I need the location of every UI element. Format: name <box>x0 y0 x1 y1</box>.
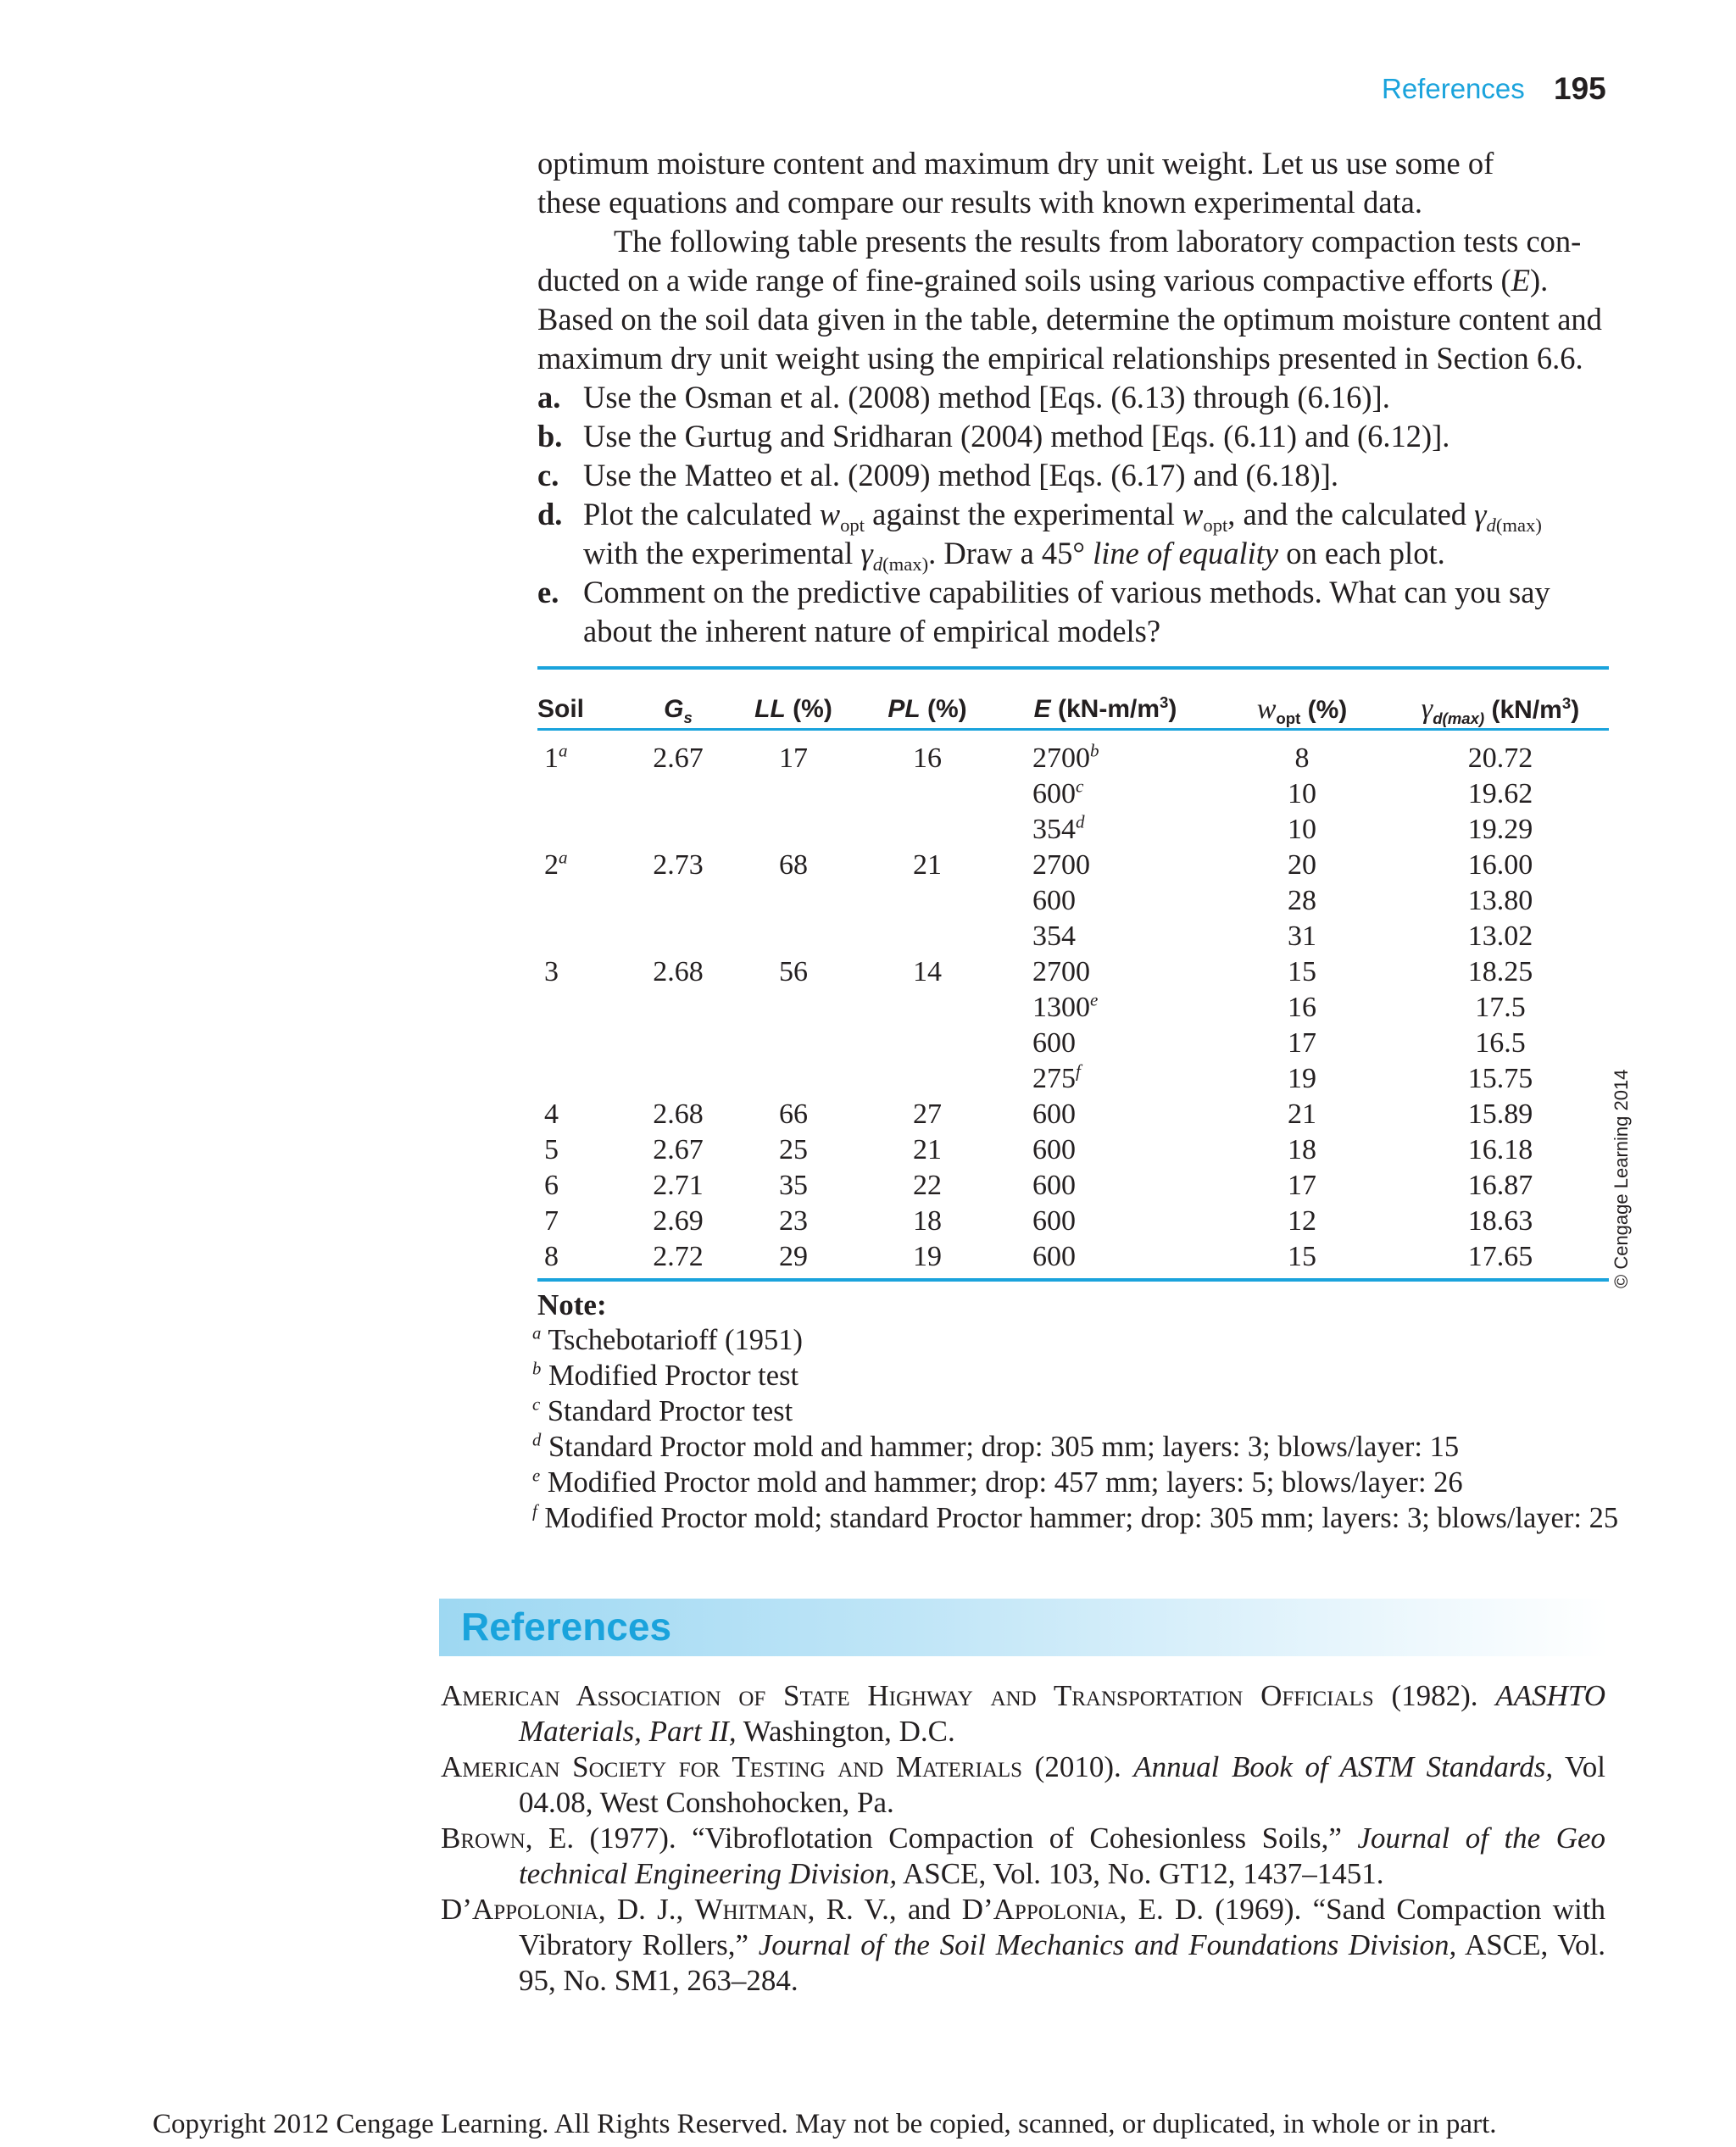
cell-e: 600 <box>1032 1205 1076 1237</box>
cell-wopt: 17 <box>1288 1027 1316 1059</box>
cell-pl: 27 <box>913 1099 942 1130</box>
cell-gs: 2.71 <box>653 1170 704 1201</box>
cell-gs <box>626 812 731 848</box>
table-row <box>537 883 1609 919</box>
cell-wopt: 31 <box>1288 921 1316 952</box>
col-header-soil: Soil <box>537 695 585 723</box>
problem-item-b <box>537 417 1605 456</box>
cell-gamma-dmax: 13.80 <box>1467 885 1533 916</box>
text-span: ). <box>1530 263 1549 298</box>
cell-soil: 1$^a$ <box>544 740 568 774</box>
cell-ll <box>731 1061 856 1097</box>
cell-gs: 2.67 <box>653 1134 704 1165</box>
soil-data-table <box>537 685 1609 1275</box>
cell-wopt: 17 <box>1288 1170 1316 1201</box>
image-credit: © Cengage Learning 2014 <box>1611 1069 1632 1288</box>
cell-gs <box>626 776 731 812</box>
cell-soil: 8 <box>544 1241 559 1272</box>
table-row <box>537 954 1609 990</box>
cell-soil: 6 <box>544 1170 559 1201</box>
cell-soil <box>537 776 626 812</box>
cell-e: 600 <box>1032 1134 1076 1165</box>
cell-wopt: 15 <box>1288 956 1316 987</box>
cell-pl <box>856 990 999 1026</box>
cell-soil <box>537 883 626 919</box>
cell-ll <box>731 883 856 919</box>
text-span: ducted on a wide range of fine-grained soils using various compactive efforts ( <box>537 263 1511 298</box>
cell-soil <box>537 919 626 954</box>
table-bottom-rule <box>537 1278 1609 1282</box>
cell-gamma-dmax: 16.87 <box>1467 1170 1533 1201</box>
table-body <box>537 734 1609 1275</box>
references-list <box>441 1678 1605 1999</box>
problem-item-c <box>537 456 1605 495</box>
col-header-gamma: $\gamma_{d(max)}$ $(kN/m^3)$ <box>1421 693 1580 727</box>
cell-soil: 5 <box>544 1134 559 1165</box>
cell-pl: 22 <box>913 1170 942 1201</box>
cell-wopt: 28 <box>1288 885 1316 916</box>
table-row <box>537 1026 1609 1061</box>
cell-pl: 19 <box>913 1241 942 1272</box>
cell-gs <box>626 1026 731 1061</box>
subscript-d: d <box>1486 514 1496 536</box>
cell-wopt: 19 <box>1288 1063 1316 1094</box>
cell-ll <box>731 990 856 1026</box>
cell-gs <box>626 883 731 919</box>
cell-e: 600 <box>1032 885 1076 916</box>
col-header-ll: LL (%) <box>754 695 832 723</box>
cell-wopt: 16 <box>1288 992 1316 1023</box>
cell-gs: 2.68 <box>653 956 704 987</box>
table-row <box>537 919 1609 954</box>
cell-ll <box>731 1026 856 1061</box>
cell-gamma-dmax: 13.02 <box>1467 921 1533 952</box>
item-text: Use the Matteo et al. (2009) method [Eqs. (6.17) and (6.18)]. <box>583 458 1338 492</box>
problem-item-d <box>537 495 1605 534</box>
cell-gamma-dmax: 18.63 <box>1467 1205 1533 1237</box>
col-header-gs: $G_s$ <box>664 695 693 726</box>
cell-pl <box>856 776 999 812</box>
cell-gamma-dmax: 15.89 <box>1467 1099 1533 1130</box>
table-header-row <box>537 685 1609 734</box>
cell-e: 1300e <box>1032 989 1099 1023</box>
cell-gs: 2.72 <box>653 1241 704 1272</box>
cell-soil: 7 <box>544 1205 559 1237</box>
cell-soil: 3 <box>544 956 559 987</box>
cell-gamma-dmax: 19.29 <box>1467 814 1533 845</box>
item-text: Use the Osman et al. (2008) method [Eqs. (6.13) through (6.16)]. <box>583 380 1390 414</box>
note-heading: Note: <box>537 1288 607 1321</box>
subscript-opt: opt <box>1203 514 1228 536</box>
table-row <box>537 812 1609 848</box>
cell-pl <box>856 883 999 919</box>
cell-pl: 18 <box>913 1205 942 1237</box>
subscript-dmax: d(max) <box>1486 514 1542 536</box>
reference-entry: American Association of State Highway and Transportation Officials (1982). AASHTO Materials, Part II, Washington, D.C. <box>441 1679 1605 1748</box>
item-letter: d. <box>537 497 563 531</box>
cell-pl: 21 <box>913 1134 942 1165</box>
cell-ll: 35 <box>779 1170 808 1201</box>
problem-item-e <box>537 573 1605 612</box>
text-line: optimum moisture content and maximum dry unit weight. Let us use some of <box>537 146 1494 181</box>
cell-gamma-dmax: 15.75 <box>1467 1063 1533 1094</box>
cell-soil <box>537 1026 626 1061</box>
cell-wopt: 10 <box>1288 778 1316 809</box>
item-letter: a. <box>537 380 561 414</box>
col-header-pl: PL (%) <box>887 695 967 723</box>
cell-pl <box>856 812 999 848</box>
cell-ll <box>731 812 856 848</box>
cell-e: 354$^d$ <box>1032 811 1085 845</box>
item-text: Plot the calculated <box>583 497 820 531</box>
italic-phrase: line of equality <box>1093 536 1279 570</box>
cell-gs: 2.68 <box>653 1099 704 1130</box>
problem-item-d-cont <box>537 534 1605 573</box>
cell-ll: 66 <box>779 1099 808 1130</box>
item-text: , and the calculated <box>1227 497 1475 531</box>
cell-gamma-dmax: 16.5 <box>1475 1027 1526 1059</box>
item-text: on each plot. <box>1278 536 1445 570</box>
note-a: $^a$ Tschebotarioff (1951) <box>532 1324 804 1356</box>
table-row <box>537 741 1609 776</box>
cell-gamma-dmax: 18.25 <box>1467 956 1533 987</box>
col-header-e: E $(kN-m/m^3)$ <box>1033 693 1177 723</box>
reference-entry: D’Appolonia, D. J., Whitman, R. V., and D’Appolonia, E. D. (1969). “Sand Compaction with Vibratory Rollers,” Journal of the Soil Mechanics and Foundations Division, ASCE, Vol. 95, No. SM1, 263–284. <box>441 1893 1606 1997</box>
problem-item-e-cont: about the inherent nature of empirical models? <box>583 614 1161 648</box>
copyright-footer: Copyright 2012 Cengage Learning. All Rights Reserved. May not be copied, scanned, or duplicated, in whole or in part. <box>153 2109 1497 2139</box>
note-f: $^f$ Modified Proctor mold; standard Proctor hammer; drop: 305 mm; layers: 3; blows/layer: 25 <box>532 1502 1619 1534</box>
item-letter: e. <box>537 575 559 609</box>
cell-pl: 14 <box>913 956 942 987</box>
cell-wopt: 15 <box>1288 1241 1316 1272</box>
table-row <box>537 1132 1609 1168</box>
cell-ll <box>731 776 856 812</box>
cell-wopt: 18 <box>1288 1134 1316 1165</box>
cell-e: 600 <box>1032 1027 1076 1059</box>
item-text: Use the Gurtug and Sridharan (2004) method [Eqs. (6.11) and (6.12)]. <box>583 419 1450 453</box>
table-row <box>537 1204 1609 1239</box>
note-d: $^d$ Standard Proctor mold and hammer; drop: 305 mm; layers: 3; blows/layer: 15 <box>532 1431 1460 1463</box>
cell-gamma-dmax: 17.5 <box>1475 992 1526 1023</box>
cell-gamma-dmax: 16.18 <box>1467 1134 1533 1165</box>
running-header-section: References <box>1382 73 1525 104</box>
table-row <box>537 776 1609 812</box>
item-text: Comment on the predictive capabilities of various methods. What can you say <box>583 575 1550 609</box>
note-c: $^c$ Standard Proctor test <box>532 1395 793 1427</box>
cell-ll: 17 <box>779 743 808 774</box>
item-text: against the experimental <box>865 497 1183 531</box>
symbol-gamma: γ <box>860 536 873 570</box>
cell-gs: 2.73 <box>653 849 704 881</box>
cell-e: 2700 <box>1032 849 1090 881</box>
cell-ll: 68 <box>779 849 808 881</box>
cell-e: 354 <box>1032 921 1076 952</box>
references-title: References <box>461 1605 672 1649</box>
cell-wopt: 21 <box>1288 1099 1316 1130</box>
text-line: Based on the soil data given in the table, determine the optimum moisture content and <box>537 302 1602 337</box>
cell-ll: 29 <box>779 1241 808 1272</box>
cell-gamma-dmax: 17.65 <box>1467 1241 1533 1272</box>
table-row <box>537 1097 1609 1132</box>
reference-entry: Brown, E. (1977). “Vibroflotation Compaction of Cohesionless Soils,” Journal of the Geo technical Engineering Division, ASCE, Vol. 103, No. GT12, 1437–1451. <box>441 1822 1605 1890</box>
cell-e: 2700 <box>1032 956 1090 987</box>
item-text: . Draw a 45° <box>928 536 1093 570</box>
cell-gs: 2.67 <box>653 743 704 774</box>
cell-pl <box>856 1026 999 1061</box>
cell-e: 600 <box>1032 1099 1076 1130</box>
cell-e: 2700$^b$ <box>1032 740 1099 774</box>
intro-paragraph <box>537 144 1605 222</box>
cell-pl: 16 <box>913 743 942 774</box>
problem-item-a <box>537 378 1605 417</box>
cell-gamma-dmax: 16.00 <box>1467 849 1533 881</box>
text-line <box>537 261 1605 300</box>
cell-soil: 2$^a$ <box>544 847 568 881</box>
cell-pl <box>856 1061 999 1097</box>
subscript-d: d <box>872 553 883 575</box>
cell-gamma-dmax: 19.62 <box>1467 778 1533 809</box>
page-number: 195 <box>1554 71 1606 106</box>
cell-wopt: 20 <box>1288 849 1316 881</box>
reference-entry: American Society for Testing and Materials (2010). Annual Book of ASTM Standards, Vol 04.08, West Conshohocken, Pa. <box>441 1750 1605 1819</box>
cell-e: 600 <box>1032 1241 1076 1272</box>
symbol-w: w <box>1182 497 1204 531</box>
table-row <box>537 848 1609 883</box>
cell-gs <box>626 1061 731 1097</box>
table-row <box>537 1061 1609 1097</box>
table-row <box>537 1168 1609 1204</box>
problem-statement <box>537 222 1605 651</box>
symbol-gamma: γ <box>1474 497 1487 531</box>
cell-soil <box>537 812 626 848</box>
table-row <box>537 1239 1609 1275</box>
cell-ll: 25 <box>779 1134 808 1165</box>
cell-gs <box>626 919 731 954</box>
cell-pl: 21 <box>913 849 942 881</box>
cell-wopt: 10 <box>1288 814 1316 845</box>
symbol-E: E <box>1511 263 1531 298</box>
cell-gs: 2.69 <box>653 1205 704 1237</box>
symbol-w: w <box>819 497 841 531</box>
subscript-dmax: d(max) <box>872 553 929 575</box>
cell-ll: 23 <box>779 1205 808 1237</box>
text-line: maximum dry unit weight using the empirical relationships presented in Section 6.6. <box>537 341 1583 375</box>
cell-ll <box>731 919 856 954</box>
note-e: $^e$ Modified Proctor mold and hammer; drop: 457 mm; layers: 5; blows/layer: 26 <box>532 1466 1463 1499</box>
cell-soil <box>537 990 626 1026</box>
subscript-opt: opt <box>840 514 865 536</box>
item-text: with the experimental <box>583 536 861 570</box>
text-line: these equations and compare our results with known experimental data. <box>537 185 1422 220</box>
cell-soil: 4 <box>544 1099 559 1130</box>
note-b: $^b$ Modified Proctor test <box>532 1360 799 1392</box>
cell-soil <box>537 1061 626 1097</box>
table-top-rule <box>537 666 1609 670</box>
cell-e: 600$^c$ <box>1032 776 1084 809</box>
text-line: The following table presents the results from laboratory compaction tests con- <box>614 224 1582 259</box>
item-letter: c. <box>537 458 559 492</box>
cell-wopt: 12 <box>1288 1205 1316 1237</box>
cell-e: 600 <box>1032 1170 1076 1201</box>
item-letter: b. <box>537 419 563 453</box>
cell-gs <box>626 990 731 1026</box>
cell-gamma-dmax: 20.72 <box>1467 743 1533 774</box>
cell-wopt: 8 <box>1294 743 1310 774</box>
cell-e: 275$^f$ <box>1032 1060 1081 1094</box>
cell-ll: 56 <box>779 956 808 987</box>
col-header-wopt: $w_{opt}$ (%) <box>1256 693 1348 727</box>
table-row <box>537 990 1609 1026</box>
cell-pl <box>856 919 999 954</box>
